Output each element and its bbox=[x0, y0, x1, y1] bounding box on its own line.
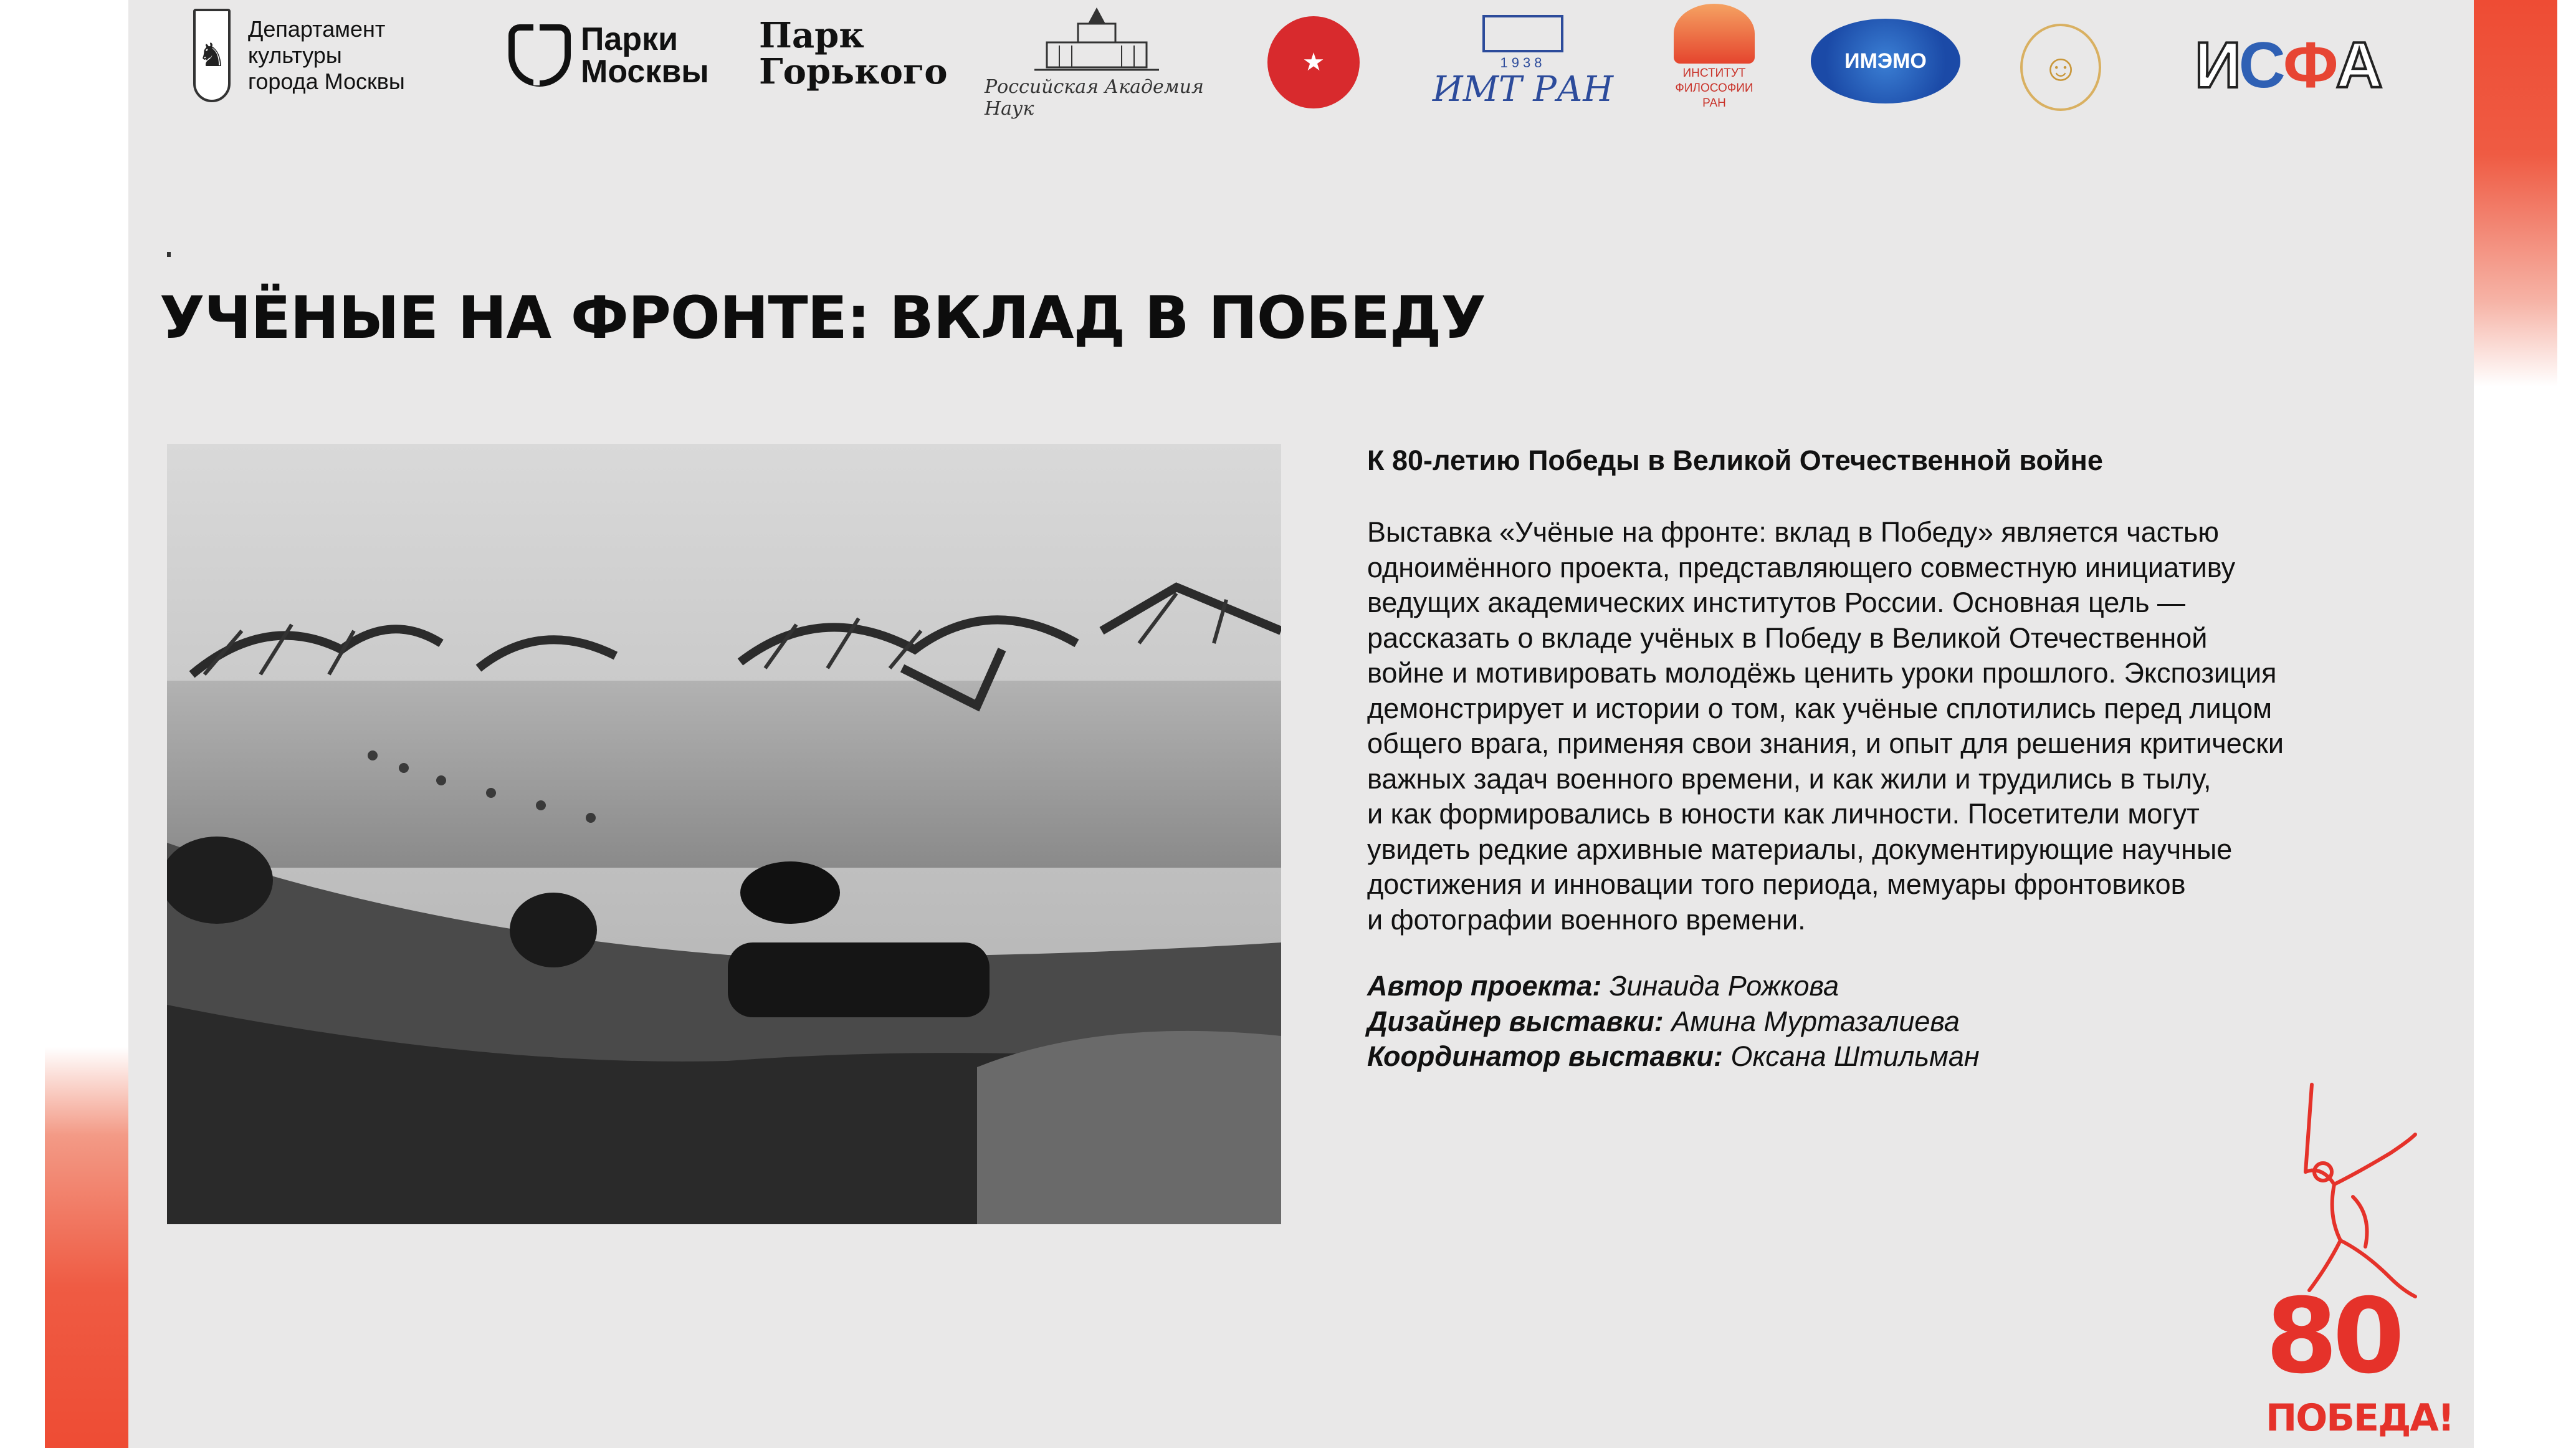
emblem-number: 80 bbox=[2266, 1277, 2400, 1397]
credit-label: Автор проекта: bbox=[1367, 970, 1602, 1002]
description-line: Выставка «Учёные на фронте: вклад в Победу» является частью bbox=[1367, 516, 2220, 548]
moscow-crest-icon: ♞ bbox=[193, 9, 231, 102]
imt-building-icon bbox=[1482, 15, 1563, 52]
credit-value: Оксана Штильман bbox=[1730, 1040, 1980, 1072]
isfa-letter-4: А bbox=[2335, 29, 2380, 102]
globe-icon bbox=[1811, 19, 1960, 103]
wartime-photo-bridge-soldiers bbox=[167, 444, 1281, 1224]
logo-russian-academy-of-sciences bbox=[985, 5, 1209, 120]
wartime-photo bbox=[167, 444, 1281, 1224]
credit-coordinator bbox=[1367, 1039, 1980, 1075]
credit-value: Амина Муртазалиева bbox=[1671, 1005, 1960, 1037]
moscow-dept-line-2: культуры bbox=[248, 42, 342, 68]
credit-author bbox=[1367, 969, 1980, 1004]
description-line: рассказать о вкладе учёных в Победу в Великой Отечественной bbox=[1367, 621, 2208, 654]
left-accent-stripe bbox=[45, 1047, 128, 1448]
motherland-statue-icon bbox=[2266, 1078, 2435, 1303]
credit-label: Координатор выставки: bbox=[1367, 1040, 1723, 1072]
philosophy-flame-icon bbox=[1674, 4, 1755, 64]
description-line: ведущих академических институтов России. Основная цель — bbox=[1367, 587, 2186, 618]
description-line: увидеть редкие архивные материалы, документирующие научные bbox=[1367, 833, 2233, 865]
red-seal-icon bbox=[1267, 16, 1360, 108]
isfa-letter-3: Ф bbox=[2283, 29, 2336, 102]
victory-80-emblem bbox=[2266, 1078, 2454, 1446]
red-seal-glyph: ★ bbox=[1302, 49, 1325, 76]
description-line: демонстрирует и истории о том, как учёные сплотились перед лицом bbox=[1367, 692, 2273, 724]
description-line: общего врага, применяя свои знания, и опыт для решения критически bbox=[1367, 727, 2284, 759]
gold-portrait-medal-icon bbox=[2020, 24, 2101, 111]
description-line: достижения и инновации того периода, мемуары фронтовиков bbox=[1367, 868, 2186, 900]
description-line: важных задач военного времени, и как жили и трудились в тылу, bbox=[1367, 762, 2211, 795]
parki-line-1: Парки bbox=[581, 21, 679, 57]
subtitle: К 80-летию Победы в Великой Отечественной войне bbox=[1367, 444, 2103, 476]
moscow-dept-text bbox=[248, 16, 405, 95]
imt-script-text: ИМТ РАН bbox=[1432, 69, 1614, 110]
logo-imt-ran bbox=[1429, 15, 1616, 108]
logo-moscow-culture-dept bbox=[193, 9, 405, 102]
credit-label: Дизайнер выставки: bbox=[1367, 1005, 1664, 1037]
ran-script-text: Российская Академия Наук bbox=[985, 76, 1204, 120]
parki-moskvy-icon bbox=[508, 24, 571, 87]
logo-park-gorkogo bbox=[759, 16, 948, 91]
gold-medal-glyph: ☺ bbox=[2041, 46, 2080, 89]
gorky-line-1: Парк bbox=[759, 15, 864, 56]
academy-building-icon bbox=[1034, 5, 1159, 74]
parki-text bbox=[581, 23, 709, 88]
imemo-label: ИМЭМО bbox=[1844, 49, 1927, 73]
isfa-letter-2: С bbox=[2238, 29, 2283, 102]
philosophy-line-2: ФИЛОСОФИИ bbox=[1675, 82, 1753, 95]
credit-value: Зинаида Рожкова bbox=[1609, 970, 1839, 1002]
philosophy-line-1: ИНСТИТУТ bbox=[1682, 67, 1746, 80]
credits bbox=[1367, 969, 1980, 1075]
page-title: УЧЁНЫЕ НА ФРОНТЕ: ВКЛАД В ПОБЕДУ bbox=[160, 284, 1486, 352]
credit-designer bbox=[1367, 1004, 1980, 1040]
exhibition-description bbox=[1367, 515, 2389, 937]
logo-institute-of-philosophy bbox=[1667, 4, 1761, 116]
moscow-dept-line-3: города Москвы bbox=[248, 69, 405, 94]
isfa-letter-1: И bbox=[2195, 29, 2239, 102]
right-accent-stripe bbox=[2474, 0, 2557, 386]
decorative-tick bbox=[167, 252, 171, 257]
imt-year: 1938 bbox=[1500, 55, 1546, 70]
gorky-line-2: Горького bbox=[759, 51, 948, 92]
philosophy-line-3: РАН bbox=[1702, 97, 1726, 110]
description-line: и фотографии военного времени. bbox=[1367, 903, 1806, 936]
moscow-dept-line-1: Департамент bbox=[248, 16, 386, 42]
description-line: и как формировались в юности как личности. Посетители могут bbox=[1367, 798, 2200, 830]
logo-parki-moskvy bbox=[508, 21, 709, 90]
description-line: одноимённого проекта, представляющего совместную инициативу bbox=[1367, 551, 2236, 583]
parki-line-2: Москвы bbox=[581, 54, 709, 90]
emblem-word: ПОБЕДА! bbox=[2266, 1396, 2454, 1440]
logo-isfa bbox=[2195, 31, 2380, 100]
description-line: войне и мотивировать молодёжь ценить уроки прошлого. Экспозиция bbox=[1367, 657, 2277, 689]
